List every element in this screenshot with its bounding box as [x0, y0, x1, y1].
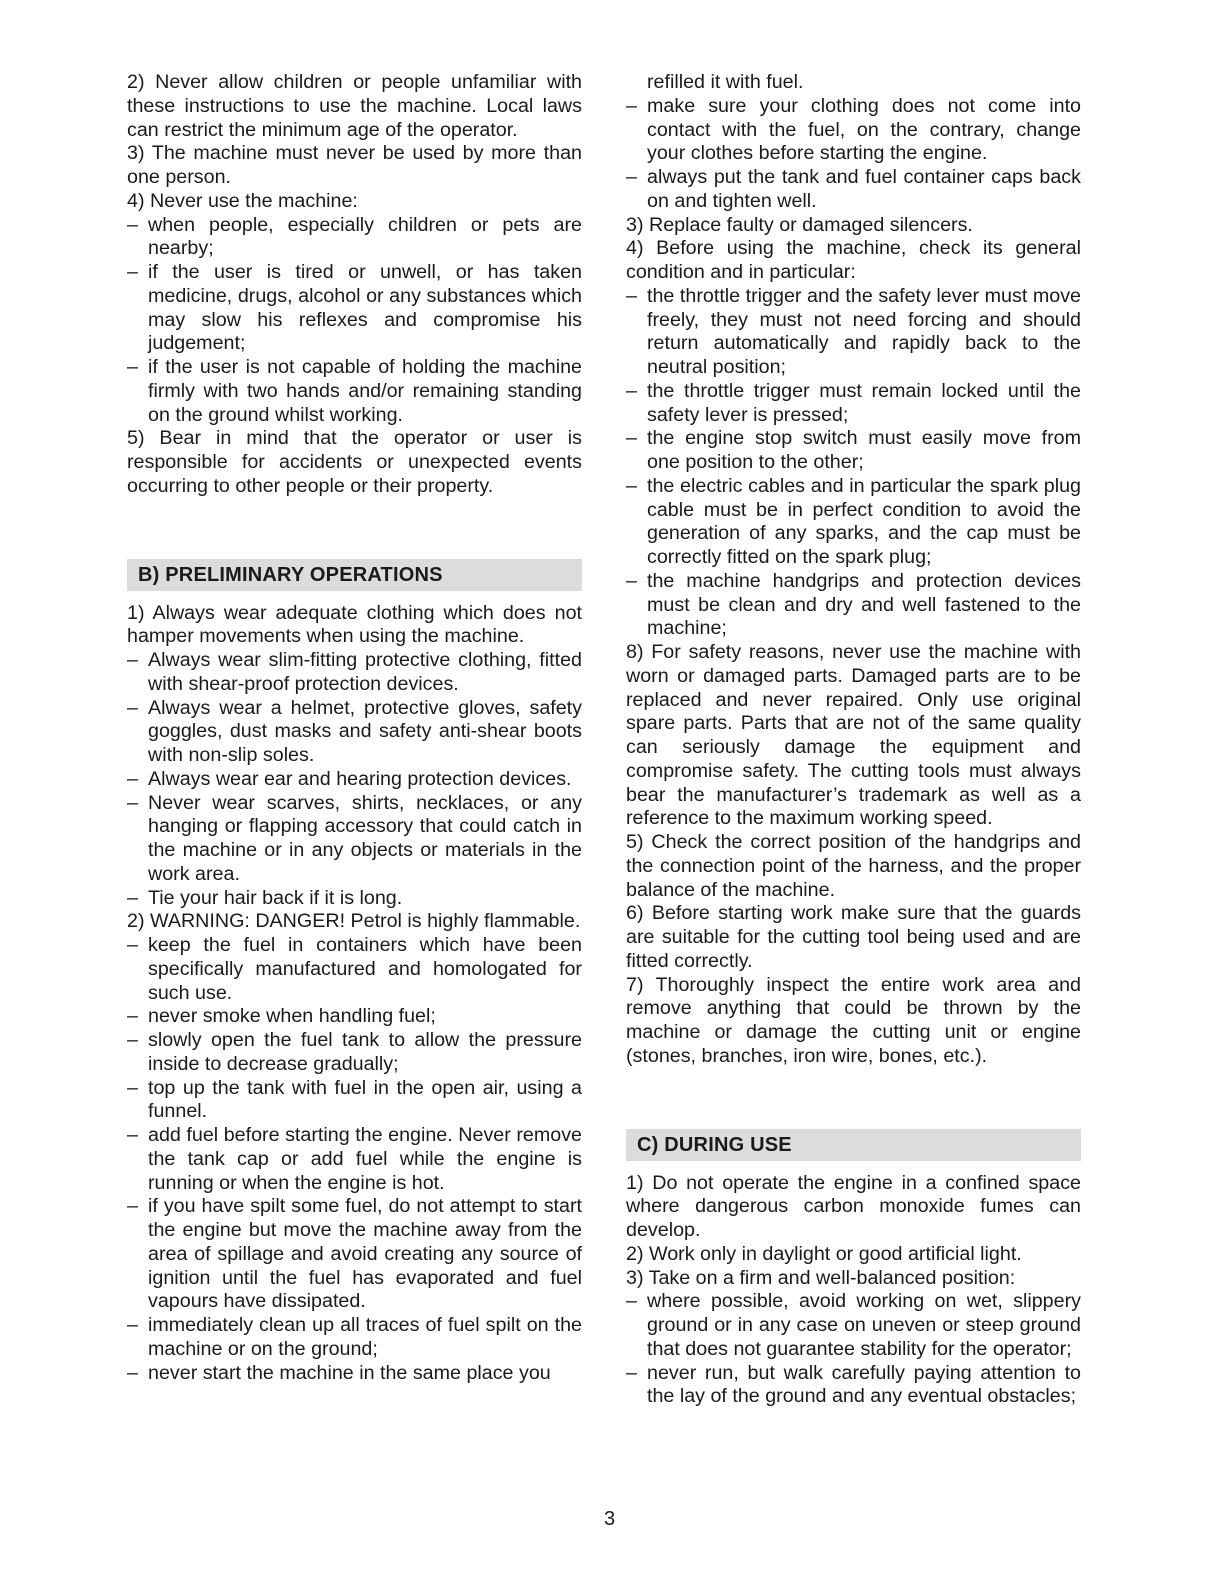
left-column	[127, 71, 582, 1385]
list-item	[127, 1195, 582, 1314]
list-item-text: Always wear a helmet, protective gloves, safety goggles, dust masks and safety anti-shear boots with non-slip soles.	[148, 696, 582, 766]
bullet-dash: –	[127, 356, 138, 378]
bullet-dash: –	[127, 1124, 138, 1146]
paragraph: 3) The machine must never be used by more than one person.	[127, 142, 582, 188]
bullet-dash: –	[127, 1195, 138, 1218]
page-number: 3	[603, 1508, 616, 1530]
list-item-text: always put the tank and fuel container caps back on and tighten well.	[647, 166, 1081, 212]
list-item-text: slowly open the fuel tank to allow the pressure inside to decrease gradually;	[148, 1029, 582, 1075]
section-heading-preliminary-operations: B) PRELIMINARY OPERATIONS	[127, 559, 582, 591]
list-item	[626, 475, 1081, 570]
list-item-text: never run, but walk carefully paying attention to the lay of the ground and any eventual obstacles;	[647, 1361, 1081, 1408]
list-item-text: keep the fuel in containers which have been specifically manufactured and homologated for such use.	[148, 934, 582, 1004]
bullet-dash: –	[626, 569, 637, 592]
bullet-dash: –	[127, 213, 138, 236]
list-item	[626, 570, 1081, 641]
list-item	[626, 380, 1081, 428]
list-item	[127, 356, 582, 427]
list-item-text: when people, especially children or pets are nearby;	[148, 213, 582, 260]
paragraph: 2) Never allow children or people unfamiliar with these instructions to use the machine. Local laws can restrict the minimum age of the operator.	[127, 71, 582, 141]
bullet-dash: –	[127, 791, 138, 814]
list-item	[127, 214, 582, 262]
paragraph: 5) Check the correct position of the handgrips and the connection point of the harness, and the proper balance of the machine.	[626, 831, 1081, 901]
paragraph: 4) Never use the machine:	[127, 189, 358, 212]
bullet-dash: –	[626, 1361, 637, 1384]
list-item	[127, 1314, 582, 1362]
list-item-text: never smoke when handling fuel;	[148, 1005, 436, 1028]
bullet-dash: –	[127, 1076, 138, 1099]
paragraph: 2) Work only in daylight or good artificial light.	[626, 1242, 1022, 1265]
list-item-text: Always wear ear and hearing protection devices.	[148, 767, 572, 790]
bullet-dash: –	[127, 696, 138, 719]
paragraph: 4) Before using the machine, check its general condition and in particular:	[626, 237, 1081, 283]
bullet-dash: –	[626, 474, 637, 497]
list-item-text: never start the machine in the same place you	[148, 1361, 551, 1384]
bullet-dash: –	[127, 649, 138, 671]
list-item-text: the throttle trigger and the safety lever must move freely, they must not need forcing and should return automatically and rapidly back to the neutral position;	[647, 284, 1081, 378]
paragraph: 1) Always wear adequate clothing which does not hamper movements when using the machine.	[127, 601, 582, 648]
list-item	[127, 768, 582, 792]
list-item	[127, 1029, 582, 1077]
list-item-text: add fuel before starting the engine. Never remove the tank cap or add fuel while the engine is running or when the engine is hot.	[148, 1124, 582, 1194]
right-column	[626, 71, 1081, 1409]
bullet-dash: –	[127, 767, 138, 790]
list-item-text: Always wear slim-fitting protective clothing, fitted with shear-proof protection devices.	[148, 649, 582, 695]
list-item	[626, 166, 1081, 214]
list-item-text: where possible, avoid working on wet, slippery ground or in any case on uneven or steep ground that does not guarantee stability for the operator;	[647, 1290, 1081, 1360]
paragraph: 3) Replace faulty or damaged silencers.	[626, 213, 973, 236]
bullet-dash: –	[127, 886, 138, 909]
list-item-text: make sure your clothing does not come into contact with the fuel, on the contrary, change your clothes before starting the engine.	[647, 94, 1081, 165]
bullet-dash: –	[626, 1290, 637, 1313]
paragraph: 2) WARNING: DANGER! Petrol is highly flammable.	[127, 910, 581, 933]
paragraph: 1) Do not operate the engine in a confined space where dangerous carbon monoxide fumes can develop.	[626, 1171, 1081, 1241]
paragraph: 3) Take on a firm and well-balanced position:	[626, 1266, 1016, 1289]
list-item-text: if the user is tired or unwell, or has taken medicine, drugs, alcohol or any substances which may slow his reflexes and compromise his judgement;	[148, 261, 582, 355]
paragraph: 7) Thoroughly inspect the entire work area and remove anything that could be thrown by the machine or damage the cutting unit or engine (stones, branches, iron wire, bones, etc.).	[626, 973, 1081, 1067]
list-item	[626, 427, 1081, 475]
list-item	[127, 649, 582, 697]
list-item-text: the engine stop switch must easily move from one position to the other;	[647, 427, 1081, 473]
paragraph: 6) Before starting work make sure that the guards are suitable for the cutting tool being used and are fitted correctly.	[626, 902, 1081, 972]
list-item-text: immediately clean up all traces of fuel spilt on the machine or on the ground;	[148, 1314, 582, 1360]
list-item-text: refilled it with fuel.	[647, 71, 804, 93]
list-item-continuation	[626, 71, 1081, 95]
list-item-text: Tie your hair back if it is long.	[148, 886, 403, 909]
bullet-dash: –	[626, 284, 637, 307]
list-item	[127, 1124, 582, 1195]
list-item	[127, 934, 582, 1005]
bullet-dash: –	[127, 934, 138, 956]
bullet-dash: –	[127, 1005, 138, 1028]
bullet-dash: –	[127, 1314, 138, 1336]
list-item	[127, 887, 582, 911]
list-item-text: if you have spilt some fuel, do not attempt to start the engine but move the machine away from the area of spillage and avoid creating any source of ignition until the fuel has evaporated and fuel vapours have dissipated.	[148, 1195, 582, 1313]
paragraph: 8) For safety reasons, never use the machine with worn or damaged parts. Damaged parts are to be replaced and never repaired. Only use original spare parts. Parts that are not of the same quality can seriously damage the equipment and compromise safety. The cutting tools must always bear the manufacturer’s trademark as well as a reference to the maximum working speed.	[626, 641, 1081, 830]
bullet-dash: –	[626, 166, 637, 188]
list-item	[626, 1362, 1081, 1410]
list-item	[626, 95, 1081, 166]
list-item	[127, 792, 582, 887]
section-heading-during-use: C) DURING USE	[626, 1129, 1081, 1161]
list-item	[127, 1362, 582, 1386]
list-item-text: top up the tank with fuel in the open air, using a funnel.	[148, 1076, 582, 1123]
list-item	[127, 1077, 582, 1125]
list-item	[626, 1290, 1081, 1361]
list-item-text: the throttle trigger must remain locked until the safety lever is pressed;	[647, 379, 1081, 426]
list-item	[127, 1005, 582, 1029]
list-item	[127, 261, 582, 356]
list-item	[626, 285, 1081, 380]
bullet-dash: –	[626, 427, 637, 450]
list-item-text: the machine handgrips and protection devices must be clean and dry and well fastened to the machine;	[647, 569, 1081, 640]
paragraph: 5) Bear in mind that the operator or user is responsible for accidents or unexpected events occurring to other people or their property.	[127, 427, 582, 497]
bullet-dash: –	[626, 94, 637, 117]
list-item	[127, 697, 582, 768]
list-item-text: Never wear scarves, shirts, necklaces, or any hanging or flapping accessory that could catch in the machine or in any objects or materials in the work area.	[148, 791, 582, 885]
bullet-dash: –	[626, 379, 637, 402]
bullet-dash: –	[127, 261, 138, 283]
bullet-dash: –	[127, 1361, 138, 1384]
bullet-dash: –	[127, 1029, 138, 1051]
list-item-text: the electric cables and in particular the spark plug cable must be in perfect condition to avoid the generation of any sparks, and the cap must be correctly fitted on the spark plug;	[647, 474, 1081, 568]
list-item-text: if the user is not capable of holding the machine firmly with two hands and/or remaining standing on the ground whilst working.	[148, 356, 582, 426]
